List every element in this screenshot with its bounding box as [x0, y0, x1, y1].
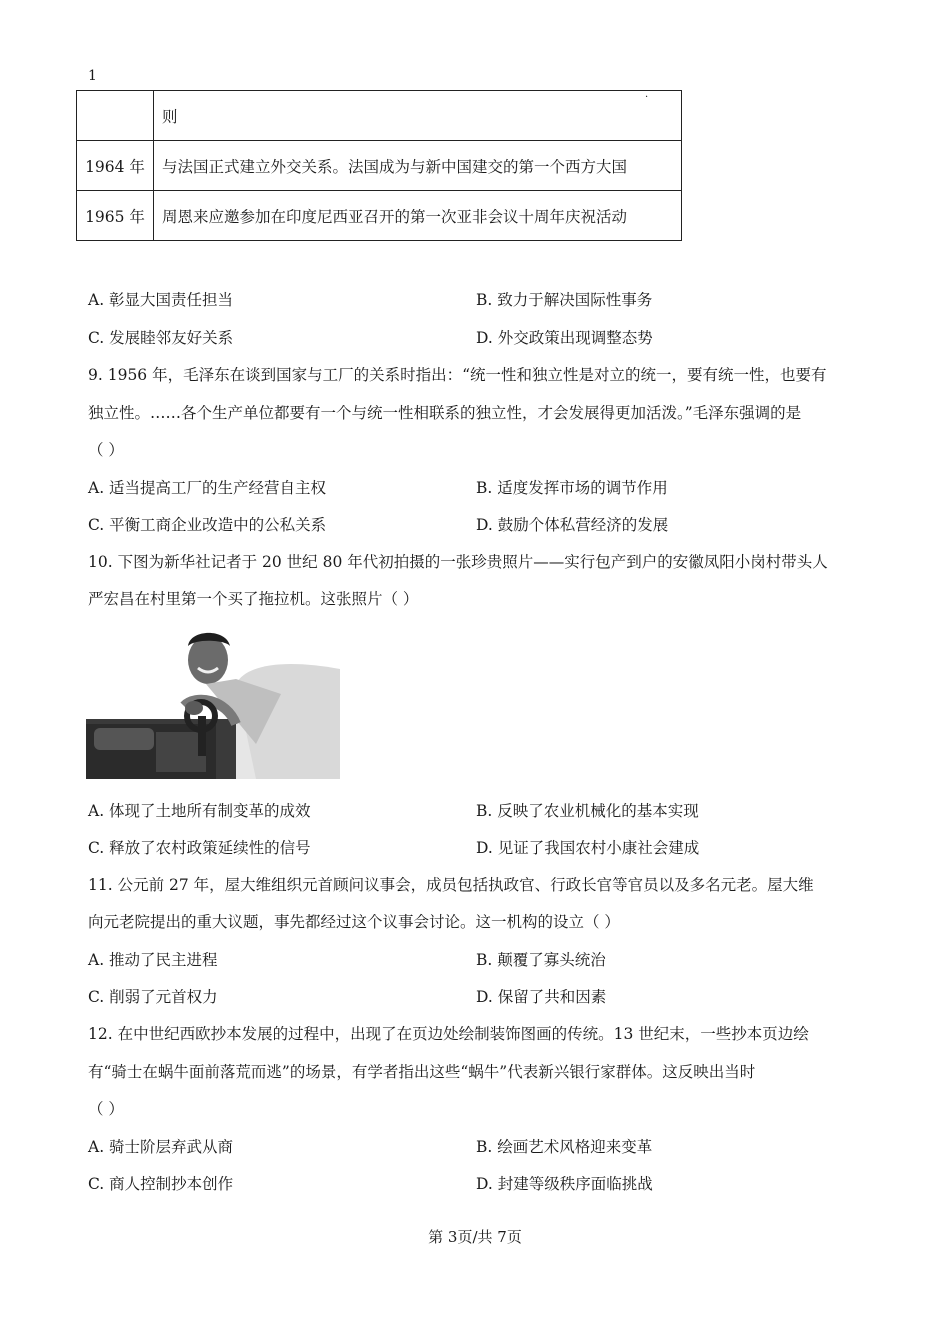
table-cell-event: 则 [154, 91, 682, 141]
q11-stem-line-2: 向元老院提出的重大议题，事先都经过这个议事会讨论。这一机构的设立（ ） [88, 913, 620, 931]
q9-stem-line-1: 9. 1956 年，毛泽东在谈到国家与工厂的关系时指出：“统一性和独立性是对立的统一，要有统一性，也要有 [88, 366, 827, 384]
q8-option-c: C. 发展睦邻友好关系 [88, 329, 234, 347]
table-mark: · [645, 92, 649, 103]
q8-option-a: A. 彰显大国责任担当 [88, 291, 234, 309]
q10-option-b: B. 反映了农业机械化的基本实现 [476, 802, 699, 820]
q11-option-d: D. 保留了共和因素 [476, 988, 607, 1006]
table-row [77, 91, 682, 141]
q11-option-c: C. 削弱了元首权力 [88, 988, 218, 1006]
q9-stem-line-2: 独立性。……各个生产单位都要有一个与统一性相联系的独立性，才会发展得更加活泼。”毛泽东强调的是 [88, 404, 802, 422]
q9-option-c: C. 平衡工商企业改造中的公私关系 [88, 516, 327, 534]
table-cell-event: 周恩来应邀参加在印度尼西亚召开的第一次亚非会议十周年庆祝活动 [154, 191, 682, 241]
table-cell-event: 与法国正式建立外交关系。法国成为与新中国建交的第一个西方大国 [154, 141, 682, 191]
q12-option-a: A. 骑士阶层弃武从商 [88, 1138, 234, 1156]
q12-option-c: C. 商人控制抄本创作 [88, 1175, 234, 1193]
q8-option-d: D. 外交政策出现调整态势 [476, 329, 653, 347]
table-cell-year: 1964 年 [77, 141, 154, 191]
table-row [77, 141, 682, 191]
page-footer: 第 3页/共 7页 [428, 1228, 522, 1246]
q11-option-b: B. 颠覆了寡头统治 [476, 951, 606, 969]
q12-option-d: D. 封建等级秩序面临挑战 [476, 1175, 653, 1193]
q11-option-a: A. 推动了民主进程 [88, 951, 218, 969]
q10-option-a: A. 体现了土地所有制变革的成效 [88, 802, 311, 820]
page-marker: 1 [88, 68, 97, 84]
tractor-photo-illustration [86, 624, 340, 779]
q12-stem-line-1: 12. 在中世纪西欧抄本发展的过程中，出现了在页边处绘制装饰图画的传统。13 世纪末，一些抄本页边绘 [88, 1025, 809, 1043]
q9-answer-blank: （ ） [88, 441, 124, 459]
q9-option-b: B. 适度发挥市场的调节作用 [476, 479, 668, 497]
table-cell-year [77, 91, 154, 141]
table-row [77, 191, 682, 241]
q10-option-c: C. 释放了农村政策延续性的信号 [88, 839, 311, 857]
q12-option-b: B. 绘画艺术风格迎来变革 [476, 1138, 653, 1156]
q9-option-d: D. 鼓励个体私营经济的发展 [476, 516, 669, 534]
history-events-table [76, 90, 682, 241]
q12-answer-blank: （ ） [88, 1100, 124, 1118]
q9-option-a: A. 适当提高工厂的生产经营自主权 [88, 479, 327, 497]
q12-stem-line-2: 有“骑士在蜗牛面前落荒而逃”的场景，有学者指出这些“蜗牛”代表新兴银行家群体。这反映出当时 [88, 1063, 756, 1081]
q10-stem-line-2: 严宏昌在村里第一个买了拖拉机。这张照片（ ） [88, 590, 419, 608]
q8-option-b: B. 致力于解决国际性事务 [476, 291, 653, 309]
table-cell-year: 1965 年 [77, 191, 154, 241]
q10-option-d: D. 见证了我国农村小康社会建成 [476, 839, 700, 857]
tractor-photo [86, 624, 340, 779]
q10-stem-line-1: 10. 下图为新华社记者于 20 世纪 80 年代初拍摄的一张珍贵照片——实行包产到户的安徽凤阳小岗村带头人 [88, 553, 828, 571]
q11-stem-line-1: 11. 公元前 27 年，屋大维组织元首顾问议事会，成员包括执政官、行政长官等官员以及多名元老。屋大维 [88, 876, 814, 894]
